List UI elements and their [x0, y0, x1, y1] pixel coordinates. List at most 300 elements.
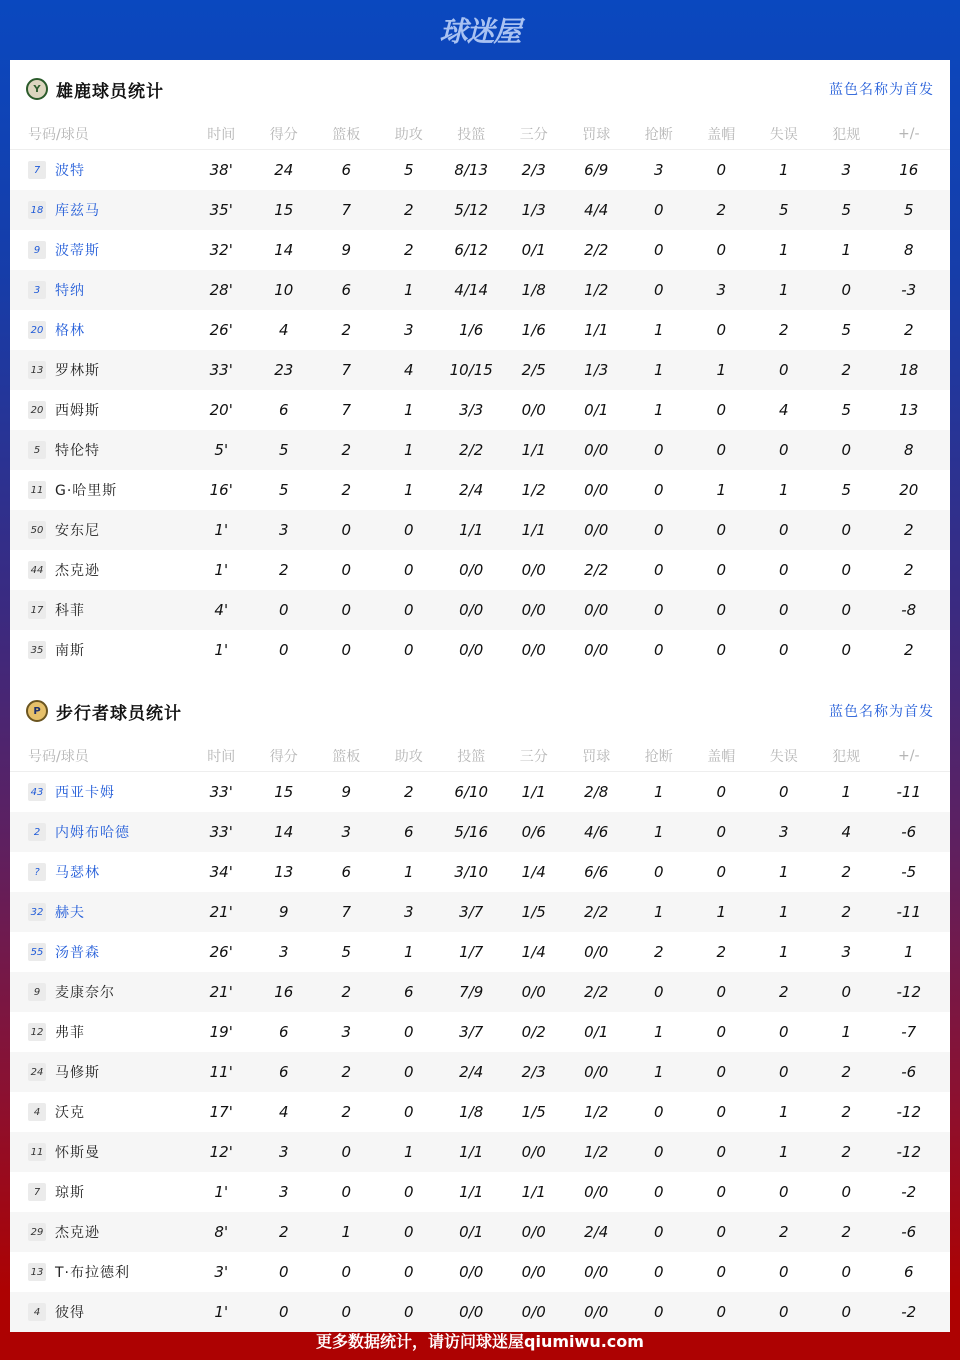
bucks-logo-icon: Y	[26, 78, 48, 100]
player-row[interactable]	[10, 470, 950, 510]
player-name[interactable]: 罗林斯	[55, 363, 100, 379]
player-name[interactable]: 彼得	[55, 1305, 85, 1321]
stat-cell: 2/8	[584, 783, 609, 801]
stat-cell: 0	[341, 1143, 352, 1161]
player-cell	[10, 902, 190, 922]
stat-cell: 0/6	[521, 823, 546, 841]
jersey-number-badge: 3	[28, 281, 46, 299]
player-cell	[10, 200, 190, 220]
stat-cell: 2	[341, 321, 352, 339]
stat-cell: 1	[653, 321, 664, 339]
jersey-number-badge: 18	[28, 201, 46, 219]
column-header[interactable]: 助攻	[394, 748, 423, 765]
player-name[interactable]: 杰克逊	[55, 563, 100, 579]
stat-cell: 2	[903, 641, 914, 659]
stat-cell: 1/8	[521, 281, 546, 299]
stat-cell: 2	[841, 1103, 852, 1121]
stat-cell: 0/0	[521, 561, 546, 579]
stat-cell: 1/1	[521, 783, 546, 801]
column-header[interactable]: 三分	[519, 748, 548, 765]
stat-cell: 1	[778, 863, 789, 881]
stat-cell: 1/4	[521, 943, 546, 961]
stat-cell: 28'	[209, 281, 233, 299]
player-name[interactable]: 马瑟林	[55, 865, 100, 881]
player-row[interactable]	[10, 510, 950, 550]
player-cell	[10, 822, 190, 842]
stat-cell: 6/10	[454, 783, 489, 801]
player-cell	[10, 1142, 190, 1162]
stat-cell: 2/4	[459, 1063, 484, 1081]
stat-cell: -6	[901, 823, 917, 841]
stat-cell: 4'	[214, 601, 229, 619]
stat-cell: 0	[278, 641, 289, 659]
stat-cell: 1/5	[521, 1103, 546, 1121]
column-header[interactable]: 抢断	[644, 748, 673, 765]
stat-cell: 0/0	[584, 481, 609, 499]
starter-legend: 蓝色名称为首发	[829, 82, 934, 98]
jersey-number-badge: 32	[28, 903, 46, 921]
player-name[interactable]: 赫夫	[55, 905, 85, 921]
stat-cell: 0	[716, 1143, 727, 1161]
stat-cell: 1	[653, 903, 664, 921]
player-row[interactable]	[10, 230, 950, 270]
player-row[interactable]	[10, 972, 950, 1012]
stat-cell: 0	[716, 401, 727, 419]
stat-cell: 3	[341, 1023, 352, 1041]
stat-cell: 5	[841, 401, 852, 419]
stat-cell: 0	[403, 1263, 414, 1281]
stat-cell: -6	[901, 1223, 917, 1241]
jersey-number-badge: 50	[28, 521, 46, 539]
stat-cell: 0	[716, 863, 727, 881]
stat-cell: 1	[653, 401, 664, 419]
player-cell	[10, 400, 190, 420]
stat-cell: 0	[841, 983, 852, 1001]
stat-cell: 0	[716, 561, 727, 579]
player-row[interactable]	[10, 150, 950, 190]
stat-cell: 0	[341, 601, 352, 619]
stat-cell: 5	[841, 481, 852, 499]
stat-cell: -12	[896, 983, 921, 1001]
stat-cell: 2	[841, 1143, 852, 1161]
stat-cell: 1/2	[584, 281, 609, 299]
player-row[interactable]	[10, 1012, 950, 1052]
jersey-number-badge: 13	[28, 1263, 46, 1281]
stat-cell: 1/1	[521, 441, 546, 459]
player-row[interactable]	[10, 1252, 950, 1292]
stat-cell: 2	[903, 561, 914, 579]
stat-cell: 2/2	[584, 903, 609, 921]
app-header	[0, 0, 960, 60]
player-name[interactable]: 汤普森	[55, 945, 100, 961]
stat-cell: 1/4	[521, 863, 546, 881]
stat-cell: 6	[341, 281, 352, 299]
player-row[interactable]	[10, 390, 950, 430]
stat-cell: 7	[341, 401, 352, 419]
column-header[interactable]: +/-	[898, 747, 920, 764]
player-name[interactable]: 波蒂斯	[55, 243, 100, 259]
stat-cell: 8	[903, 441, 914, 459]
column-header[interactable]: +/-	[898, 125, 920, 142]
stat-cell: 0/0	[521, 641, 546, 659]
jersey-number-badge: 9	[28, 241, 46, 259]
stat-cell: 8/13	[454, 161, 489, 179]
stat-cell: 0	[716, 783, 727, 801]
stat-cell: 5	[841, 321, 852, 339]
stat-cell: 16	[274, 983, 294, 1001]
stat-cell: 1/3	[521, 201, 546, 219]
player-name[interactable]: 弗菲	[55, 1025, 85, 1041]
column-header[interactable]: 三分	[519, 126, 548, 143]
column-header[interactable]: 投篮	[457, 126, 486, 143]
stat-cell: 0/0	[584, 1063, 609, 1081]
stat-cell: 1	[778, 161, 789, 179]
stat-cell: 0/0	[521, 983, 546, 1001]
stat-cell: 34'	[209, 863, 233, 881]
stat-cell: 1	[841, 241, 852, 259]
stat-cell: 1	[653, 1063, 664, 1081]
stat-cell: 21'	[209, 903, 233, 921]
stat-cell: 0	[403, 601, 414, 619]
stat-cell: 4	[403, 361, 414, 379]
player-cell	[10, 1022, 190, 1042]
stat-cell: 3	[403, 321, 414, 339]
player-row[interactable]	[10, 772, 950, 812]
column-header[interactable]: 篮板	[332, 748, 361, 765]
stat-cell: -6	[901, 1063, 917, 1081]
column-header[interactable]: 盖帽	[707, 748, 736, 765]
stat-cell: 0	[403, 1103, 414, 1121]
stat-cell: 15	[274, 201, 294, 219]
player-row[interactable]	[10, 590, 950, 630]
stat-cell: 9	[341, 241, 352, 259]
stat-cell: 4/4	[584, 201, 609, 219]
column-header[interactable]: 投篮	[457, 748, 486, 765]
stat-cell: 0	[653, 481, 664, 499]
stat-cell: -2	[901, 1303, 917, 1321]
player-name[interactable]: 科菲	[55, 603, 85, 619]
team-title	[26, 77, 164, 102]
column-header[interactable]: 时间	[207, 748, 236, 765]
stat-cell: 1	[778, 1143, 789, 1161]
stat-cell: 2	[278, 561, 289, 579]
stat-cell: 3	[278, 1143, 289, 1161]
stat-cell: 0/1	[584, 1023, 609, 1041]
stat-cell: 5	[341, 943, 352, 961]
column-header[interactable]: 犯规	[832, 126, 861, 143]
stat-cell: 1	[653, 823, 664, 841]
stat-cell: 5	[841, 201, 852, 219]
stat-cell: 0/0	[459, 561, 484, 579]
stat-cell: 0	[653, 1143, 664, 1161]
player-row[interactable]	[10, 892, 950, 932]
stat-cell: 1'	[214, 641, 229, 659]
stat-cell: 0/0	[459, 641, 484, 659]
player-cell	[10, 360, 190, 380]
stat-cell: 2	[903, 321, 914, 339]
stat-cell: 0/1	[521, 241, 546, 259]
stat-cell: 6/6	[584, 863, 609, 881]
stat-cell: 26'	[209, 943, 233, 961]
jersey-number-badge: 44	[28, 561, 46, 579]
stat-cell: 2/5	[521, 361, 546, 379]
column-header[interactable]: 抢断	[644, 126, 673, 143]
player-name[interactable]: 沃克	[55, 1105, 85, 1121]
stat-cell: 4	[278, 1103, 289, 1121]
stat-cell: 15	[274, 783, 294, 801]
stat-cell: 0	[778, 1023, 789, 1041]
stat-cell: 0	[841, 561, 852, 579]
stat-cell: 0/0	[584, 1263, 609, 1281]
stat-cell: 1	[716, 481, 727, 499]
stat-cell: 0	[278, 1303, 289, 1321]
player-name[interactable]: G·哈里斯	[55, 483, 118, 499]
stat-cell: 14	[274, 241, 294, 259]
column-header[interactable]: 失误	[769, 748, 798, 765]
stat-cell: 0	[841, 1263, 852, 1281]
player-row[interactable]	[10, 1052, 950, 1092]
starter-legend: 蓝色名称为首发	[829, 704, 934, 720]
column-header[interactable]: 篮板	[332, 126, 361, 143]
stat-cell: 1/2	[584, 1143, 609, 1161]
stat-cell: 6	[278, 401, 289, 419]
stat-cell: 1	[653, 783, 664, 801]
stat-cell: 0	[716, 521, 727, 539]
team-name: 雄鹿球员统计	[56, 81, 164, 102]
stat-cell: 0	[403, 1063, 414, 1081]
stat-cell: 0	[653, 441, 664, 459]
stat-cell: 1	[403, 863, 414, 881]
stat-cell: 0	[716, 441, 727, 459]
stat-cell: 5	[278, 481, 289, 499]
player-row[interactable]	[10, 1132, 950, 1172]
stat-cell: 0	[778, 561, 789, 579]
stat-cell: 1/1	[459, 521, 484, 539]
player-row[interactable]	[10, 932, 950, 972]
stat-cell: 5	[903, 201, 914, 219]
player-row[interactable]	[10, 550, 950, 590]
stat-cell: 0	[653, 1183, 664, 1201]
player-name[interactable]: 麦康奈尔	[55, 985, 115, 1001]
stat-cell: 2/2	[459, 441, 484, 459]
player-row[interactable]	[10, 310, 950, 350]
player-name[interactable]: 库兹马	[55, 203, 100, 219]
player-cell	[10, 942, 190, 962]
column-header-player[interactable]: 号码/球员	[28, 748, 89, 765]
column-header[interactable]: 失误	[769, 126, 798, 143]
stat-cell: 0	[841, 1183, 852, 1201]
player-cell	[10, 982, 190, 1002]
stat-cell: 2	[903, 521, 914, 539]
jersey-number-badge: 4	[28, 1303, 46, 1321]
stat-cell: 5/16	[454, 823, 489, 841]
stat-cell: 0	[341, 1263, 352, 1281]
stat-cell: 0	[653, 641, 664, 659]
stat-cell: 0/0	[521, 1223, 546, 1241]
player-cell	[10, 480, 190, 500]
player-name[interactable]: 马修斯	[55, 1065, 100, 1081]
stat-cell: 0	[403, 1183, 414, 1201]
stat-cell: 2/4	[459, 481, 484, 499]
stat-cell: 0	[841, 601, 852, 619]
stat-cell: 0	[778, 521, 789, 539]
player-cell	[10, 1182, 190, 1202]
stat-cell: 3/7	[459, 903, 484, 921]
stat-cell: 1/8	[459, 1103, 484, 1121]
stat-cell: 0/0	[521, 1263, 546, 1281]
stat-cell: 7	[341, 903, 352, 921]
stat-cell: 0	[716, 1063, 727, 1081]
column-header[interactable]: 得分	[269, 126, 298, 143]
player-name[interactable]: 杰克逊	[55, 1225, 100, 1241]
stat-cell: 0/0	[584, 1183, 609, 1201]
jersey-number-badge: 20	[28, 401, 46, 419]
column-header[interactable]: 时间	[207, 126, 236, 143]
stat-cell: 0/0	[521, 1303, 546, 1321]
player-name[interactable]: 西亚卡姆	[55, 785, 115, 801]
stat-cell: 3	[278, 943, 289, 961]
player-name[interactable]: 怀斯曼	[55, 1145, 100, 1161]
stat-cell: 1/7	[459, 943, 484, 961]
stat-cell: 0	[716, 1223, 727, 1241]
site-logo: 球迷屋	[439, 15, 521, 48]
stat-cell: 2	[841, 361, 852, 379]
stat-cell: 2	[341, 441, 352, 459]
jersey-number-badge: 4	[28, 1103, 46, 1121]
stat-cell: 2/2	[584, 241, 609, 259]
stat-cell: 4	[841, 823, 852, 841]
team-title	[26, 699, 182, 724]
player-row[interactable]	[10, 430, 950, 470]
player-name[interactable]: 特伦特	[55, 443, 100, 459]
column-header[interactable]: 罚球	[582, 126, 611, 143]
stat-cell: 0	[778, 641, 789, 659]
stat-cell: 10	[274, 281, 294, 299]
player-row[interactable]	[10, 190, 950, 230]
stat-cell: 2	[841, 863, 852, 881]
stat-cell: 5'	[214, 441, 229, 459]
player-cell	[10, 160, 190, 180]
player-name[interactable]: 西姆斯	[55, 403, 100, 419]
stat-cell: 9	[341, 783, 352, 801]
column-header-player[interactable]: 号码/球员	[28, 126, 89, 143]
stat-cell: 1	[778, 241, 789, 259]
player-name[interactable]: 格林	[55, 323, 85, 339]
jersey-number-badge: 17	[28, 601, 46, 619]
stat-cell: 3/10	[454, 863, 489, 881]
stat-cell: 1/1	[521, 521, 546, 539]
stat-cell: 5	[778, 201, 789, 219]
player-row[interactable]	[10, 270, 950, 310]
stat-cell: 0	[778, 601, 789, 619]
player-name[interactable]: 特纳	[55, 283, 85, 299]
stat-cell: 4	[778, 401, 789, 419]
stat-cell: 0	[341, 561, 352, 579]
stat-cell: 3'	[214, 1263, 229, 1281]
stat-cell: 14	[274, 823, 294, 841]
stat-cell: 3	[716, 281, 727, 299]
stat-cell: 0	[841, 281, 852, 299]
team-section-1	[10, 682, 950, 1332]
stat-cell: 0	[653, 863, 664, 881]
stat-cell: 20	[899, 481, 919, 499]
player-cell	[10, 560, 190, 580]
player-cell	[10, 1102, 190, 1122]
stat-cell: 3	[341, 823, 352, 841]
footer-banner[interactable]	[0, 1320, 960, 1360]
stat-cell: 1	[403, 441, 414, 459]
stat-cell: 1	[903, 943, 914, 961]
stat-cell: 6	[341, 161, 352, 179]
player-row[interactable]	[10, 1092, 950, 1132]
column-header[interactable]: 犯规	[832, 748, 861, 765]
player-name[interactable]: 波特	[55, 163, 85, 179]
stat-cell: -12	[896, 1143, 921, 1161]
stat-cell: 1	[778, 1103, 789, 1121]
stat-cell: 1'	[214, 1303, 229, 1321]
stat-cell: 0	[778, 1303, 789, 1321]
stat-cell: 38'	[209, 161, 233, 179]
stat-cell: 0	[841, 441, 852, 459]
stat-cell: 2	[403, 201, 414, 219]
stat-cell: 0	[341, 641, 352, 659]
stat-cell: 2	[278, 1223, 289, 1241]
stat-cell: -11	[896, 903, 921, 921]
stat-cell: 1	[778, 943, 789, 961]
stat-cell: -5	[901, 863, 917, 881]
player-row[interactable]	[10, 630, 950, 670]
stat-cell: 2	[841, 903, 852, 921]
stat-cell: 0	[278, 1263, 289, 1281]
stat-cell: 10/15	[449, 361, 493, 379]
player-row[interactable]	[10, 350, 950, 390]
stat-cell: 0	[653, 201, 664, 219]
player-name[interactable]: 内姆布哈德	[55, 825, 130, 841]
footer-link-text[interactable]: 更多数据统计，请访问球迷屋qiumiwu.com	[316, 1331, 644, 1351]
column-header[interactable]: 罚球	[582, 748, 611, 765]
player-name[interactable]: 琼斯	[55, 1185, 85, 1201]
stat-cell: 0/0	[459, 601, 484, 619]
stat-cell: 0	[653, 983, 664, 1001]
stat-cell: 1/1	[584, 321, 609, 339]
column-header[interactable]: 助攻	[394, 126, 423, 143]
stat-cell: 1	[841, 1023, 852, 1041]
stat-cell: 1/1	[459, 1183, 484, 1201]
stat-cell: -2	[901, 1183, 917, 1201]
stat-cell: 23	[274, 361, 294, 379]
player-name[interactable]: T·布拉德利	[55, 1265, 131, 1281]
stat-cell: 0	[653, 241, 664, 259]
stat-cell: 0	[716, 983, 727, 1001]
stat-cell: 2	[841, 1063, 852, 1081]
player-row[interactable]	[10, 1212, 950, 1252]
stat-cell: 19'	[209, 1023, 233, 1041]
column-header[interactable]: 得分	[269, 748, 298, 765]
player-row[interactable]	[10, 812, 950, 852]
player-row[interactable]	[10, 852, 950, 892]
stat-cell: 12'	[209, 1143, 233, 1161]
stat-cell: 5	[278, 441, 289, 459]
player-name[interactable]: 安东尼	[55, 523, 100, 539]
column-header[interactable]: 盖帽	[707, 126, 736, 143]
stat-cell: 18	[899, 361, 919, 379]
jersey-number-badge: 55	[28, 943, 46, 961]
player-name[interactable]: 南斯	[55, 643, 85, 659]
player-row[interactable]	[10, 1172, 950, 1212]
stat-cell: 0	[653, 601, 664, 619]
stat-cell: 3/3	[459, 401, 484, 419]
stat-cell: 0	[403, 641, 414, 659]
